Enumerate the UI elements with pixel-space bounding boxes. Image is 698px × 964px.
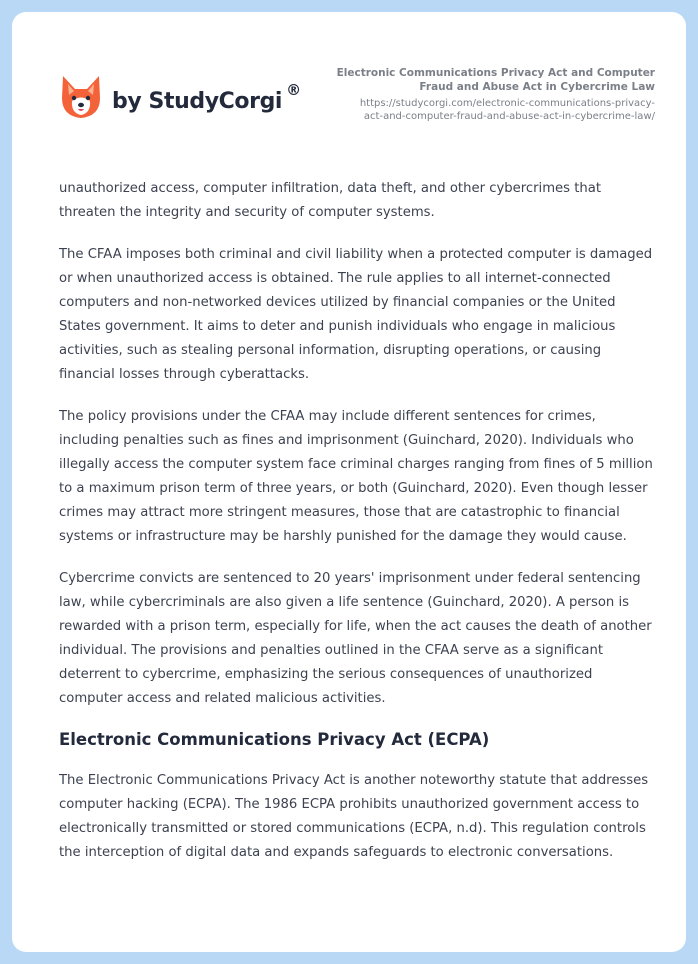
brand-name: by StudyCorgi ®	[112, 80, 301, 114]
document-meta	[295, 66, 655, 123]
corgi-logo-icon	[60, 74, 102, 120]
document-url[interactable]: https://studycorgi.com/electronic-communications-privacy- act-and-computer-fraud-and-abuse-act-in-cybercrime-law/	[359, 98, 655, 122]
page-header	[12, 12, 686, 152]
studycorgi-logo[interactable]	[60, 74, 301, 120]
paragraph-ecpa: The Electronic Communications Privacy Act is another noteworthy statute that addresses computer hacking (ECPA). The 1986 ECPA prohibits unauthorized government access to electronically transmitted or stored communications (ECPA, n.d). This regulation controls the interception of digital data and expands safeguards to electronic conversations.	[59, 773, 649, 860]
document-body	[59, 177, 655, 883]
registered-mark: ®	[286, 80, 301, 99]
paragraph-cfaa-liability: The CFAA imposes both criminal and civil liability when a protected computer is damaged or when unauthorized access is obtained. The rule applies to all internet-connected computers and non-networked devices utilized by financial companies or the United States government. It aims to deter and punish individuals who engage in malicious activities, such as stealing personal information, disrupting operations, or causing financial losses through cyberattacks.	[59, 247, 653, 382]
paragraph-cfaa-penalties: The policy provisions under the CFAA may include different sentences for crimes, including penalties such as fines and imprisonment (Guinchard, 2020). Individuals who illegally access the computer system face criminal charges ranging from fines of 5 million to a maximum prison term of three years, or both (Guinchard, 2020). Even though lesser crimes may attract more stringent measures, those that are catastrophic to financial systems or infrastructure may be harshly punished for the damage they would cause.	[59, 409, 653, 544]
document-page	[12, 12, 686, 952]
document-title: Electronic Communications Privacy Act and Computer Fraud and Abuse Act in Cybercrime Law	[336, 67, 655, 93]
paragraph-cybercrimes-intro: unauthorized access, computer infiltration, data theft, and other cybercrimes that threaten the integrity and security of computer systems.	[59, 181, 602, 220]
section-heading-ecpa: Electronic Communications Privacy Act (ECPA)	[59, 730, 490, 749]
paragraph-cybercrime-sentencing: Cybercrime convicts are sentenced to 20 years' imprisonment under federal sentencing law, while cybercriminals are also given a life sentence (Guinchard, 2020). A person is rewarded with a prison term, especially for life, when the act causes the death of another individual. The provisions and penalties outlined in the CFAA serve as a significant deterrent to cybercrime, emphasizing the serious consequences of unauthorized computer access and related malicious activities.	[59, 571, 652, 706]
